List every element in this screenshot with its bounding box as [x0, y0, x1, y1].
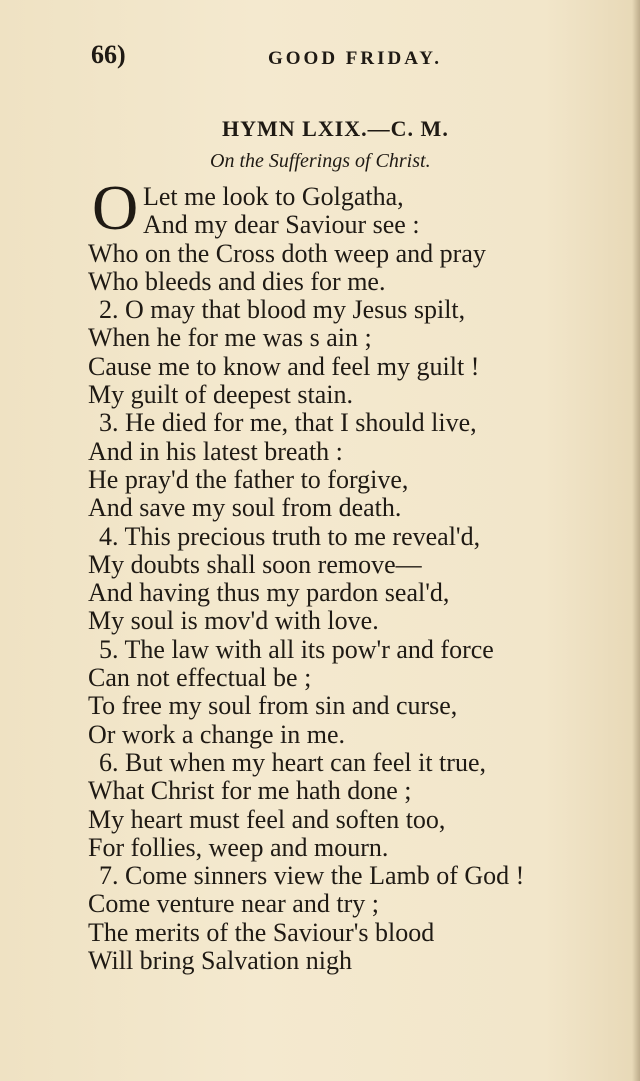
hymn-line: Cause me to know and feel my guilt ! [88, 351, 480, 381]
hymn-text [88, 183, 628, 975]
hymn-line: When he for me was s ain ; [88, 323, 372, 353]
hymn-title: HYMN LXIX.—C. M. [222, 116, 449, 141]
hymn-line: For follies, weep and mourn. [88, 832, 389, 862]
hymn-line: 3. He died for me, that I should live, [99, 408, 477, 438]
hymn-line: My doubts shall soon remove— [88, 549, 422, 579]
running-title: GOOD FRIDAY. [268, 48, 442, 69]
hymn-line: And having thus my pardon seal'd, [88, 578, 450, 608]
hymn-line: My guilt of deepest stain. [88, 380, 354, 410]
page-number: 66) [91, 40, 126, 69]
hymn-line: Who bleeds and dies for me. [88, 266, 386, 296]
hymn-line: The merits of the Saviour's blood [88, 917, 435, 947]
hymn-line: Can not effectual be ; [88, 663, 312, 693]
hymn-line: Who on the Cross doth weep and pray [88, 238, 486, 268]
hymn-line: My heart must feel and soften too, [88, 804, 446, 834]
hymn-line: And in his latest breath : [88, 436, 343, 466]
hymn-subtitle: On the Sufferings of Christ. [210, 150, 431, 172]
hymn-line: And save my soul from death. [88, 493, 402, 523]
hymn-line: 5. The law with all its pow'r and force [99, 634, 494, 664]
hymn-line: 2. O may that blood my Jesus spilt, [99, 295, 466, 325]
hymn-line: He pray'd the father to forgive, [88, 464, 409, 494]
hymn-line: To free my soul from sin and curse, [88, 691, 458, 721]
page-edge-shadow [632, 0, 640, 1081]
hymn-line: My soul is mov'd with love. [88, 606, 379, 636]
hymn-line: Or work a change in me. [88, 719, 346, 749]
hymn-line: 4. This precious truth to me reveal'd, [99, 521, 481, 551]
hymn-line: And my dear Saviour see : [143, 210, 420, 240]
hymn-line: Come venture near and try ; [88, 889, 379, 919]
hymn-line: What Christ for me hath done ; [88, 776, 412, 806]
hymn-line: Will bring Salvation nigh [88, 946, 352, 976]
hymn-line: 6. But when my heart can feel it true, [99, 747, 486, 777]
page-header [0, 40, 640, 80]
hymn-line: 7. Come sinners view the Lamb of God ! [99, 861, 525, 891]
hymn-line: Let me look to Golgatha, [143, 182, 404, 211]
drop-cap: O [92, 172, 139, 243]
